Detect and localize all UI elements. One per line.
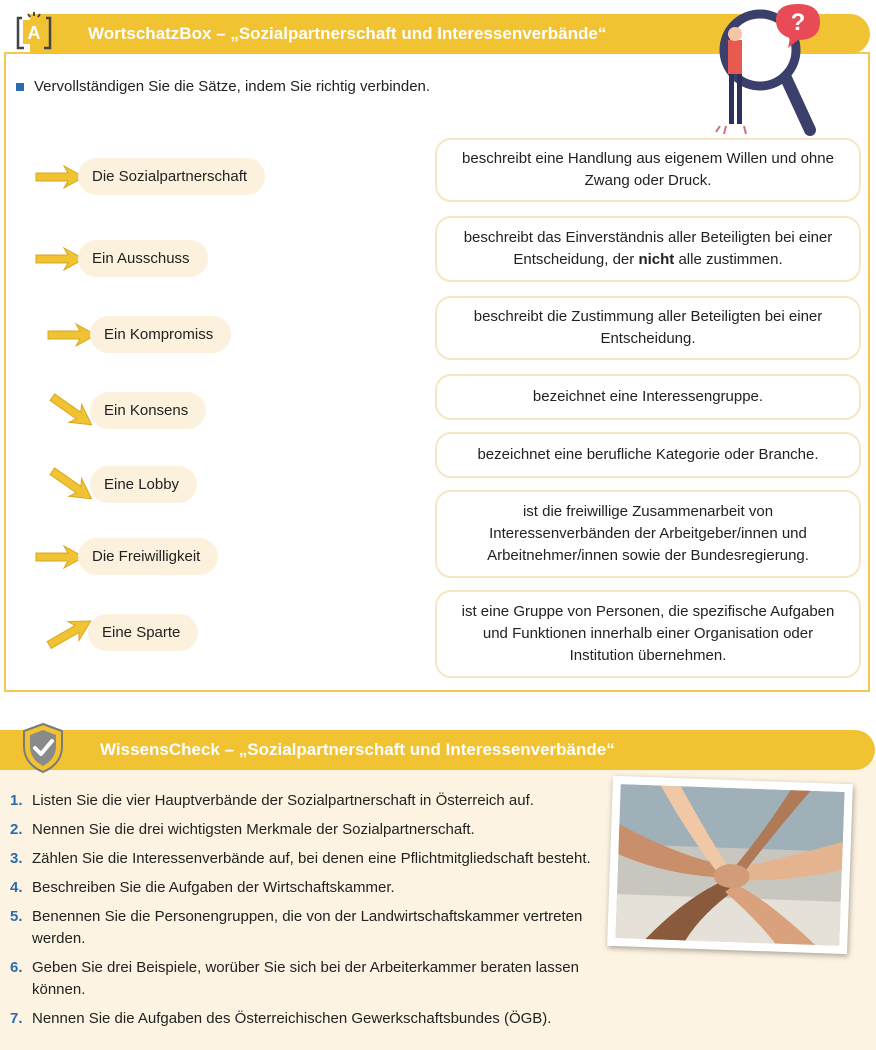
question-item (10, 848, 600, 870)
question-text: Zählen Sie die Interessenverbände auf, bei denen eine Pflichtmitgliedschaft besteht. (32, 850, 591, 867)
question-text: Geben Sie drei Beispiele, worüber Sie sich bei der Arbeiterkammer beraten lassen können. (32, 959, 579, 998)
term-label: Ein Kompromiss (90, 316, 231, 353)
definition-text: beschreibt eine Handlung aus eigenem Willen und ohne Zwang oder Druck. (462, 150, 834, 189)
wissenscheck-banner (0, 730, 875, 770)
instruction-text: Vervollständigen Sie die Sätze, indem Sie richtig verbinden. (34, 78, 431, 95)
question-text: Beschreiben Sie die Aufgaben der Wirtschaftskammer. (32, 879, 395, 896)
term-item[interactable] (34, 158, 265, 195)
letter-a-icon (14, 12, 54, 52)
definition-text: ist die freiwillige Zusammenarbeit von Interessenverbänden der Arbeitgeber/innen und Arbeitnehmer/innen sowie der Bundesregierung. (487, 503, 809, 564)
magnifier-illustration (680, 0, 850, 140)
question-item (10, 1008, 600, 1030)
question-number: 2. (10, 821, 23, 838)
term-label: Eine Sparte (88, 614, 198, 651)
wissenscheck-title: WissensCheck – „Sozialpartnerschaft und Interessenverbände“ (100, 740, 615, 759)
question-item (10, 957, 600, 1001)
question-number: 7. (10, 1010, 23, 1027)
term-item[interactable] (44, 614, 198, 651)
question-item (10, 819, 600, 841)
term-label: Die Sozialpartnerschaft (78, 158, 265, 195)
term-item[interactable] (34, 240, 208, 277)
definition-text: beschreibt das Einverständnis aller Beteiligten bei einer Entscheidung, der nicht alle zustimmen. (463, 229, 833, 268)
question-list (10, 790, 600, 1037)
instruction (16, 78, 430, 95)
svg-text:A: A (27, 23, 41, 43)
term-item[interactable] (46, 316, 231, 353)
term-item[interactable] (46, 466, 197, 503)
definition-box[interactable] (435, 432, 861, 478)
term-item[interactable] (34, 538, 218, 575)
term-label: Die Freiwilligkeit (78, 538, 218, 575)
question-item (10, 877, 600, 899)
question-text: Benennen Sie die Personengruppen, die von der Landwirtschaftskammer vertreten werden. (32, 908, 583, 947)
definition-text: beschreibt die Zustimmung aller Beteiligten bei einer Entscheidung. (473, 308, 823, 347)
shield-check-icon (22, 722, 64, 774)
term-label: Ein Ausschuss (78, 240, 208, 277)
definition-text: bezeichnet eine Interessengruppe. (532, 388, 764, 405)
definition-box[interactable] (435, 216, 861, 282)
definition-box[interactable] (435, 590, 861, 678)
arrow-icon (40, 607, 100, 659)
question-number: 5. (10, 908, 23, 925)
question-item (10, 790, 600, 812)
definition-text: bezeichnet eine berufliche Kategorie oder Branche. (477, 446, 819, 463)
bullet-square-icon (16, 83, 24, 91)
team-hands-photo (607, 776, 853, 954)
svg-text:?: ? (790, 9, 806, 36)
definition-box[interactable] (435, 490, 861, 578)
term-label: Ein Konsens (90, 392, 206, 429)
question-number: 6. (10, 959, 23, 976)
question-number: 3. (10, 850, 23, 867)
question-item (10, 906, 600, 950)
question-number: 4. (10, 879, 23, 896)
definition-box[interactable] (435, 296, 861, 360)
term-label: Eine Lobby (90, 466, 197, 503)
question-number: 1. (10, 792, 23, 809)
question-text: Nennen Sie die Aufgaben des Österreichischen Gewerkschaftsbundes (ÖGB). (32, 1010, 552, 1027)
wortschatz-title: WortschatzBox – „Sozialpartnerschaft und Interessenverbände“ (88, 24, 607, 43)
question-text: Listen Sie die vier Hauptverbände der Sozialpartnerschaft in Österreich auf. (32, 792, 534, 809)
question-text: Nennen Sie die drei wichtigsten Merkmale der Sozialpartnerschaft. (32, 821, 475, 838)
definition-box[interactable] (435, 374, 861, 420)
term-item[interactable] (46, 392, 206, 429)
definition-box[interactable] (435, 138, 861, 202)
definition-text: ist eine Gruppe von Personen, die spezifische Aufgaben und Funktionen innerhalb einer Organisation oder Institution übernehmen. (461, 603, 835, 664)
